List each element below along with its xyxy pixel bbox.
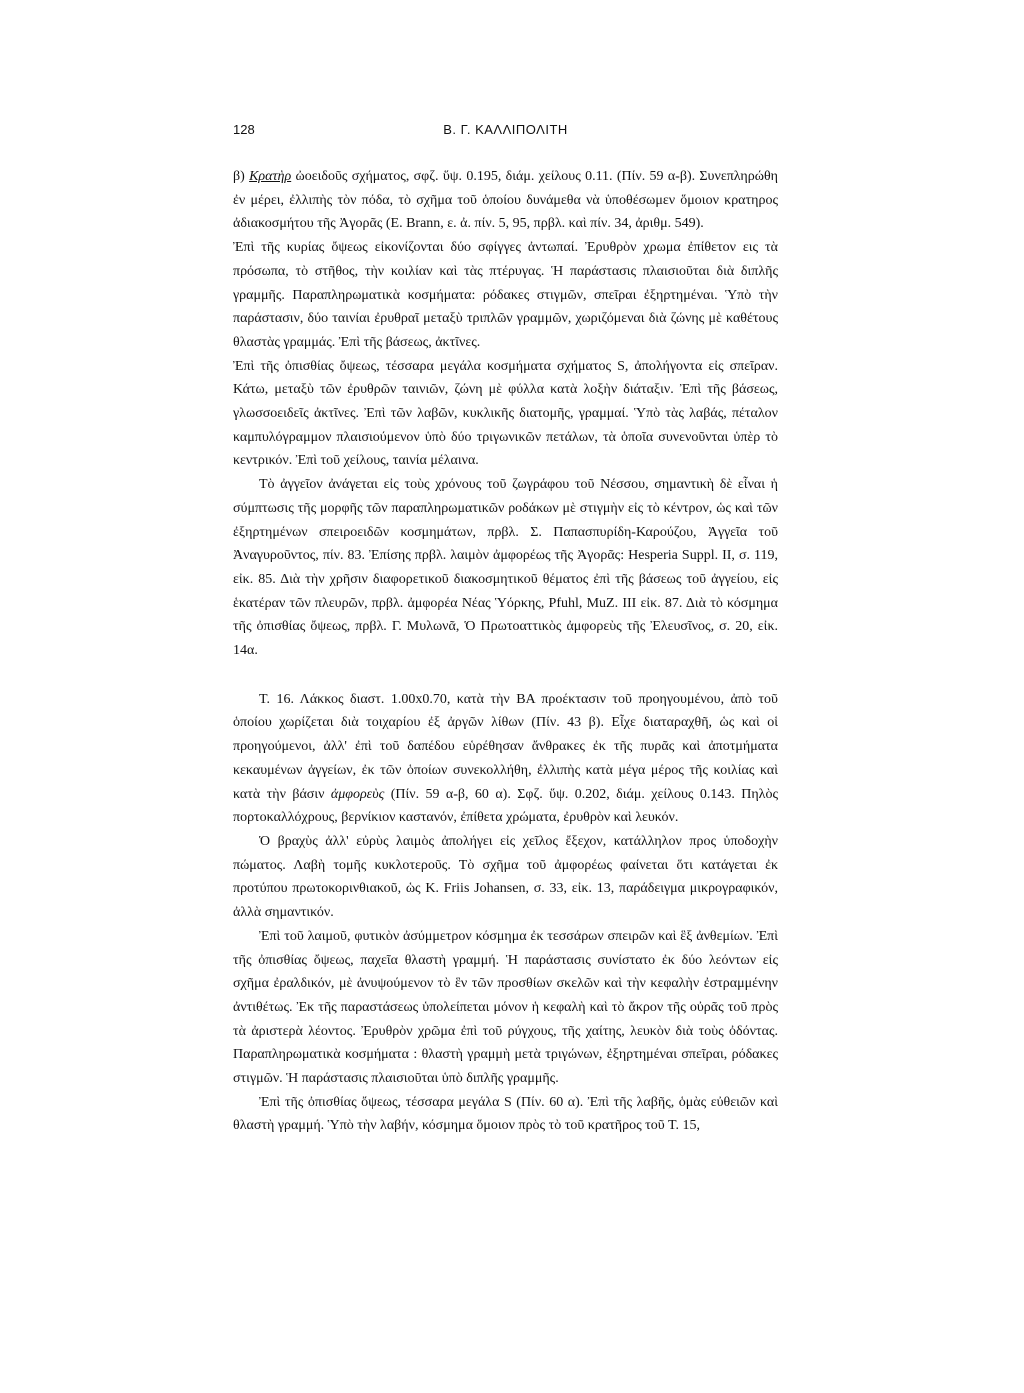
article-body <box>233 165 778 1138</box>
item-term: Κρατὴρ <box>249 169 292 184</box>
paragraph-t16 <box>233 688 778 830</box>
paragraph-text: Τ. 16. Λάκκος διαστ. 1.00x0.70, κατὰ τὴν ΒΑ προέκτασιν τοῦ προηγουμένου, ἀπὸ τοῦ ὁποίου χωρίζεται διὰ τοιχαρίου ἐξ ἀργῶν λίθων (Πίν. 43 β). Εἶχε διαταραχθῆ, ὡς καὶ οἱ προηγούμενοι, ἀλλ' ἐπὶ τοῦ δαπέδου εὑρέθησαν ἄνθρακες ἐκ τῆς πυρᾶς καὶ ἀποτμήματα κεκαυμένων ἀγγείων, ἐκ τῶν ὁποίων συνεκολλήθη, ἐλλιπὴς κατὰ μέγα μέρος τῆς κοιλίας καὶ κατὰ τὴν βάσιν <box>233 691 778 802</box>
section-gap <box>233 663 778 688</box>
paragraph-back-decoration: Ἐπὶ τῆς ὀπισθίας ὄψεως, τέσσαρα μεγάλα S (Πίν. 60 α). Ἐπὶ τῆς λαβῆς, ὁμὰς εὐθειῶν καὶ θλαστὴ γραμμή. Ὑπὸ τὴν λαβήν, κόσμημα ὅμοιον πρὸς τὸ τοῦ κρατῆρος τοῦ Τ. 15, <box>233 1094 778 1134</box>
paragraph-text: ὠοειδοῦς σχήματος, σφζ. ὕψ. 0.195, διάμ. χείλους 0.11. (Πίν. 59 α-β). Συνεπληρώθη ἐν μέρει, ἐλλιπὴς τὸν πόδα, τὸ σχῆμα τοῦ ὁποίου δυνάμεθα νὰ ὑποθέσωμεν ὅμοιον κρατηρος ἀδιακοσμήτου τῆς Ἀγορᾶς (E. Brann, ε. ἀ. πίν. 5, 95, πρβλ. καὶ πίν. 34, ἀριθμ. 549). <box>233 169 778 232</box>
page-number: 128 <box>233 122 255 137</box>
paragraph-neck-shape: Ὁ βραχὺς ἀλλ' εὐρὺς λαιμὸς ἀπολήγει εἰς χεῖλος ἔξεχον, κατάλληλον προς ὑποδοχὴν πώματος. Λαβὴ τομῆς κυκλοτεροῦς. Τὸ σχῆμα τοῦ ἀμφορέως φαίνεται ὅτι κατάγεται ἐκ προτύπου πρωτοκορινθιακοῦ, ὡς K. Friis Johansen, σ. 33, εἰκ. 13, παράδειγμα μικρογραφικόν, ἀλλὰ σημαντικόν. <box>233 833 778 921</box>
running-title: Β. Γ. ΚΑΛΛΙΠΟΛΙΤΗ <box>443 122 568 137</box>
paragraph-text: (Πίν. 59 α-β, 60 α). Σφζ. ὕψ. 0.202, διάμ. χείλους 0.143. Πηλὸς πορτοκαλλόχρους, βερνίκιον καστανόν, ἐπίθετα χρώματα, ἐρυθρὸν καὶ λευκόν. <box>233 786 778 826</box>
paragraph-back-side: Ἐπὶ τῆς ὀπισθίας ὄψεως, τέσσαρα μεγάλα κοσμήματα σχήματος S, ἀπολήγοντα εἰς σπεῖραν. Κάτω, μεταξὺ τῶν ἐρυθρῶν ταινιῶν, ζώνη μὲ φύλλα κατὰ λοξὴν διάταξιν. Ἐπὶ τῆς βάσεως, γλωσσοειδεῖς ἀκτῖνες. Ἐπὶ τῶν λαβῶν, κυκλικῆς διατομῆς, γραμμαί. Ὑπὸ τὰς λαβάς, πέταλον καμπυλόγραμμον πλαισιούμενον ὑπὸ δύο τριγωνικῶν πετάλων, τὰ ὁποῖα συνενοῦνται ὑπὲρ τὸ κεντρικόν. Ἐπὶ τοῦ χείλους, ταινία μέλαινα. <box>233 358 778 469</box>
item-label: β) <box>233 169 250 184</box>
item-term: ἀμφορεὺς <box>330 786 385 802</box>
paragraph-krater-intro <box>233 165 778 236</box>
paragraph-decoration: Ἐπὶ τοῦ λαιμοῦ, φυτικὸν ἀσύμμετρον κόσμημα ἐκ τεσσάρων σπειρῶν καὶ ἓξ ἀνθεμίων. Ἐπὶ τῆς ὀπισθίας ὄψεως, παχεῖα θλαστὴ γραμμή. Ἡ παράστασις συνίστατο ἐκ δύο λεόντων εἰς σχῆμα ἐραλδικόν, μὲ ἀνυψούμενον τὸ ἓν τῶν προσθίων σκελῶν καὶ τὴν κεφαλὴν ἐστραμμένην ἀντιθέτως. Ἐκ τῆς παραστάσεως ὑπολείπεται μόνον ἡ κεφαλὴ καὶ τὸ ἄκρον τῆς οὐρᾶς τοῦ πρὸς τὰ ἀριστερὰ λέοντος. Ἐρυθρὸν χρῶμα ἐπὶ τοῦ ρύγχους, τῆς χαίτης, λευκὸν διὰ τοὺς ὀδόντας. Παραπληρωματικὰ κοσμήματα : θλαστὴ γραμμὴ μετὰ τριγώνων, ἐξηρτημέναι σπεῖραι, ρόδακες στιγμῶν. Ἡ παράστασις πλαισιοῦται ὑπὸ διπλῆς γραμμῆς. <box>233 928 778 1087</box>
paragraph-dating: Τὸ ἀγγεῖον ἀνάγεται εἰς τοὺς χρόνους τοῦ ζωγράφου τοῦ Νέσσου, σημαντικὴ δὲ εἶναι ἡ σύμπτωσις τῆς μορφῆς τῶν παραπληρωματικῶν ροδάκων μὲ στιγμὴν εἰς τὸ κέντρον, ὡς καὶ τῶν ἐξηρτημένων σπειροειδῶν κοσμημάτων, πρβλ. Σ. Παπασπυρίδη-Καρούζου, Ἀγγεῖα τοῦ Ἀναγυροῦντος, πίν. 83. Ἐπίσης πρβλ. λαιμὸν ἀμφορέως τῆς Ἀγορᾶς: Hesperia Suppl. II, σ. 119, εἰκ. 85. Διὰ τὴν χρῆσιν διαφορετικοῦ διακοσμητικοῦ θέματος ἐπὶ τῆς βάσεως τοῦ ἀγγείου, εἰς ἑκατέραν τῶν πλευρῶν, πρβλ. ἀμφορέα Νέας Ὑόρκης, Pfuhl, MuZ. III εἰκ. 87. Διὰ τὸ κόσμημα τῆς ὀπισθίας ὄψεως, πρβλ. Γ. Μυλωνᾶ, Ὁ Πρωτοαττικὸς ἀμφορεὺς τῆς Ἐλευσῖνος, σ. 20, εἰκ. 14α. <box>233 477 778 659</box>
running-header <box>233 122 778 142</box>
paragraph-main-side: Ἐπὶ τῆς κυρίας ὄψεως εἰκονίζονται δύο σφίγγες ἀντωπαί. Ἐρυθρὸν χρωμα ἐπίθετον εις τὰ πρόσωπα, τὸ στῆθος, τὴν κοιλίαν καὶ τὰς πτέρυγας. Ἡ παράστασις πλαισιοῦται διὰ διπλῆς γραμμῆς. Παραπληρωματικὰ κοσμήματα: ρόδακες στιγμῶν, σπεῖραι ἐξηρτημέναι. Ὑπὸ τὴν παράστασιν, δύο ταινίαι ἐρυθραῖ μεταξὺ τριπλῶν γραμμῶν, χωριζόμεναι διὰ ζώνης μὲ καθέτους θλαστὰς γραμμάς. Ἐπὶ τῆς βάσεως, ἀκτῖνες. <box>233 240 778 350</box>
